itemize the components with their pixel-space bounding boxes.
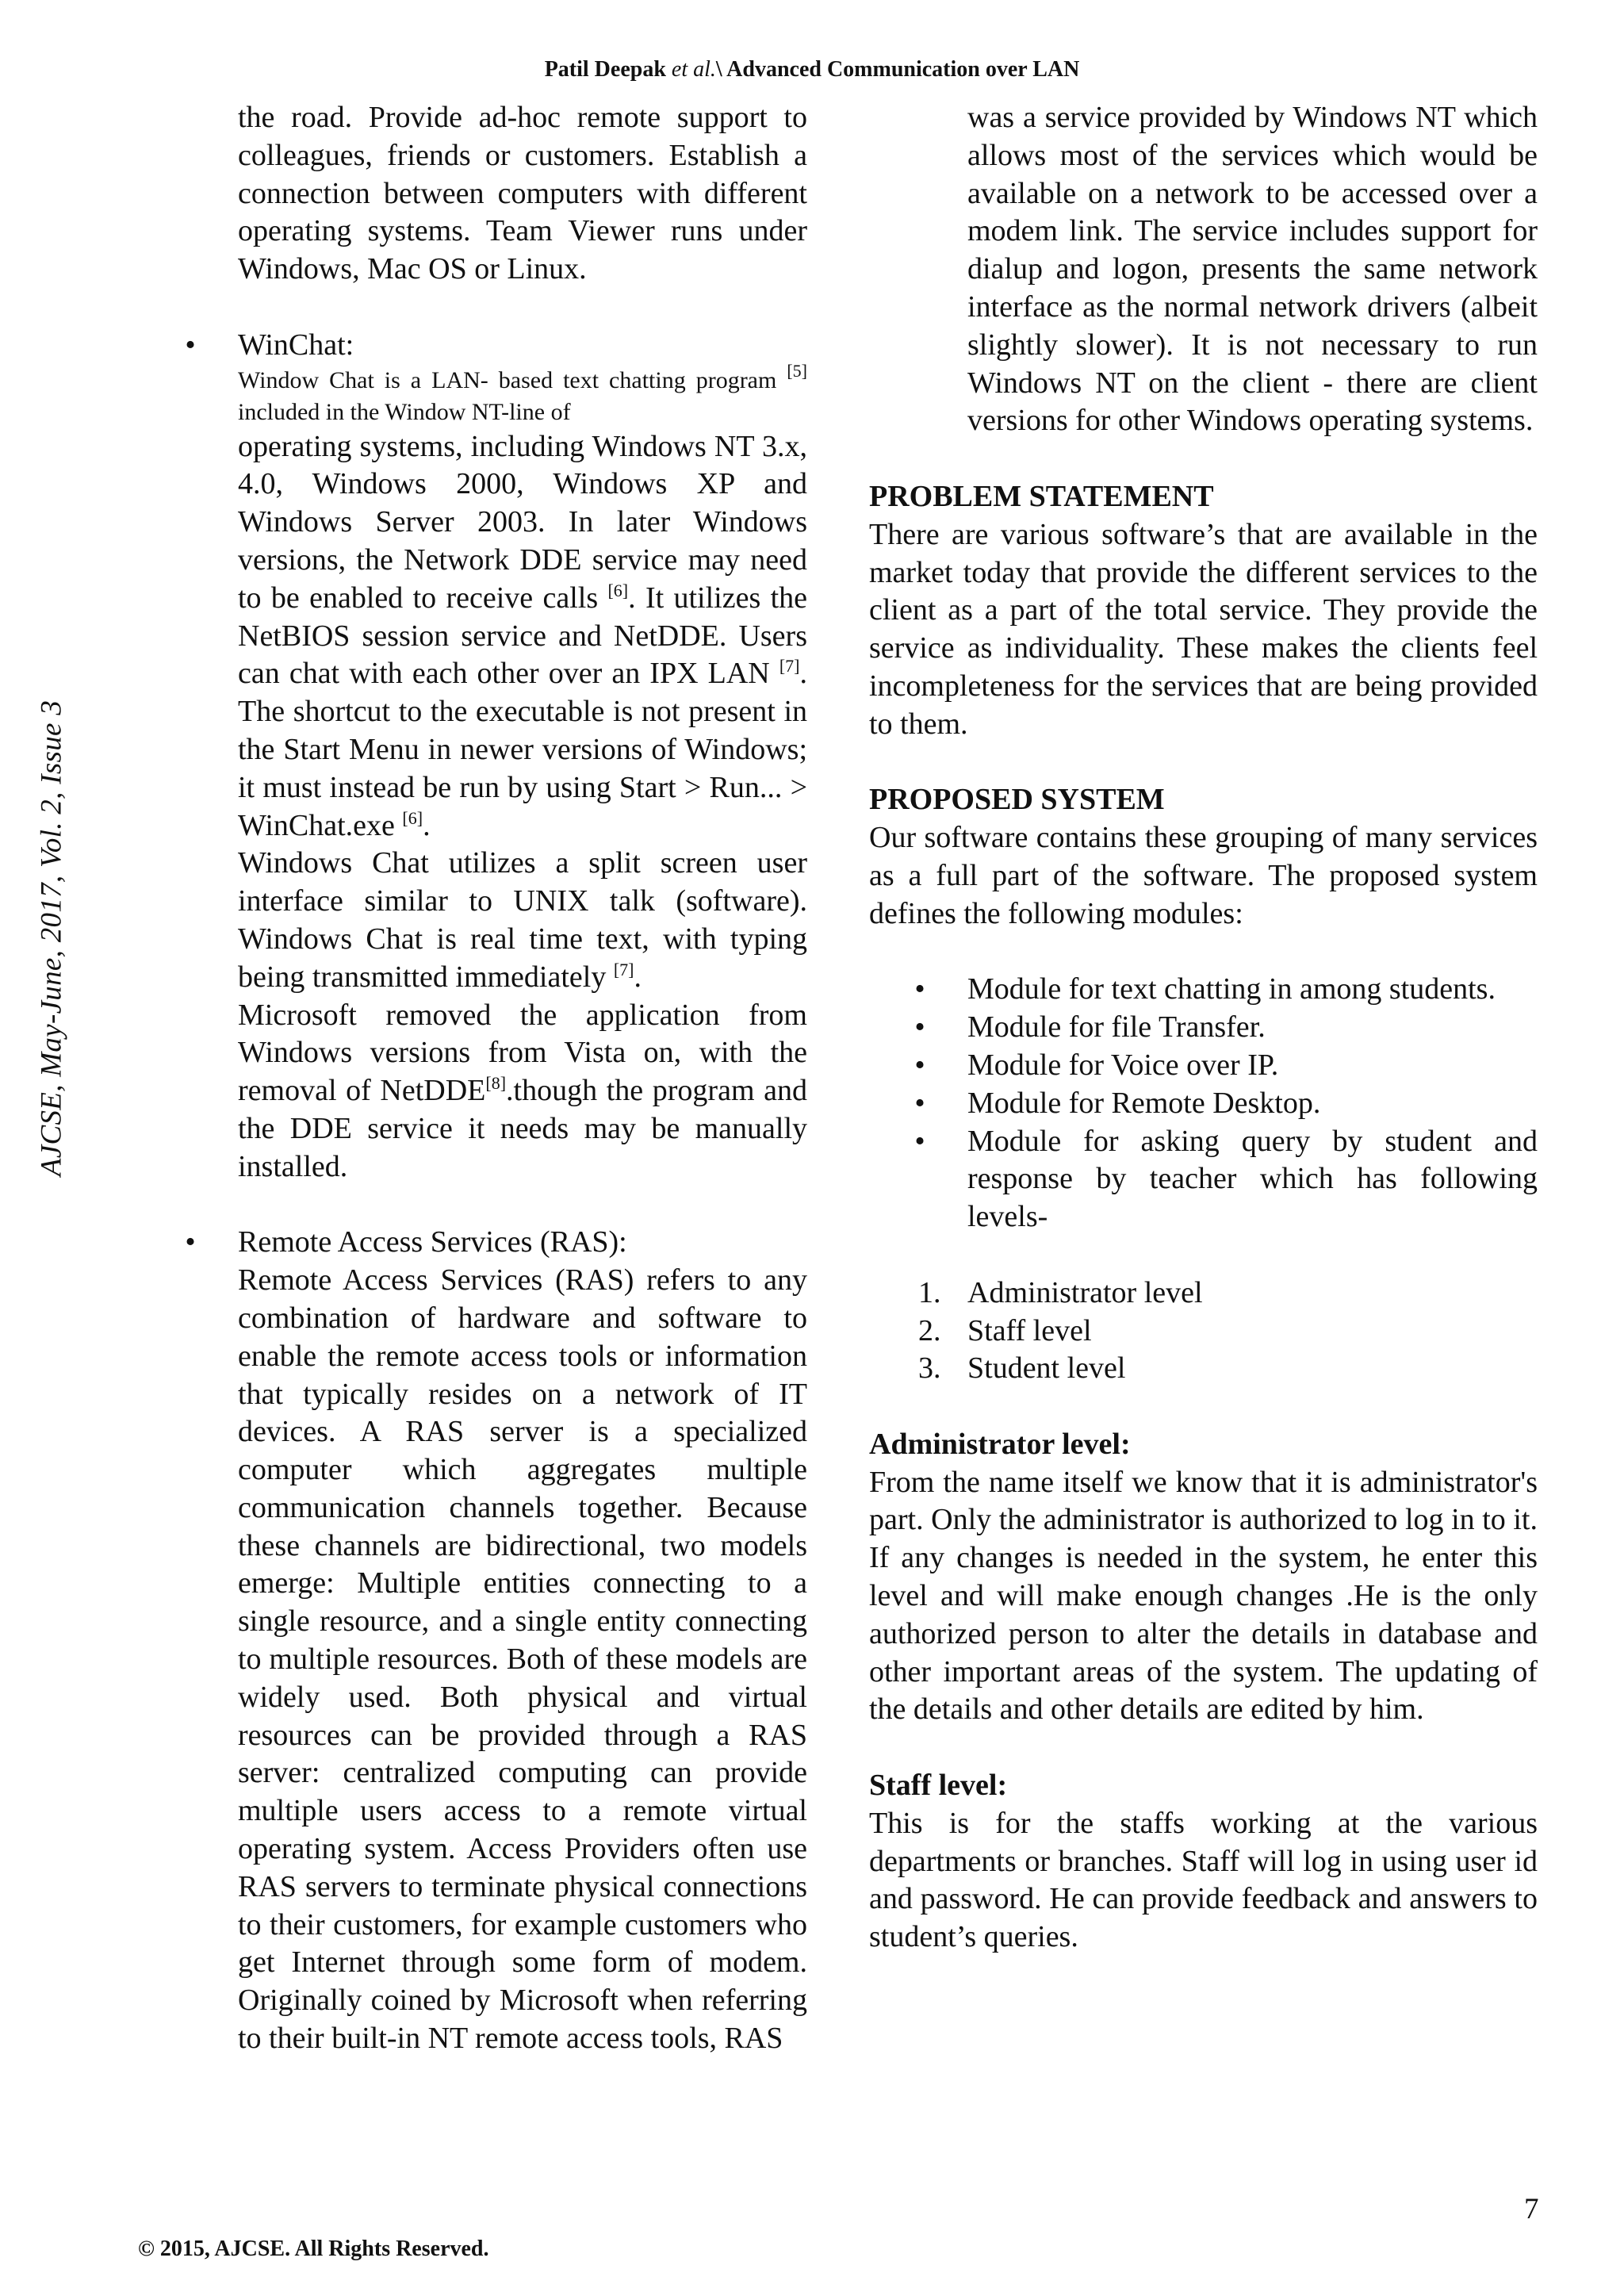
citation-5: [5] — [787, 360, 808, 381]
citation-7: [7] — [779, 656, 800, 677]
citation-8: [8] — [485, 1073, 507, 1094]
level-item: 1. Administrator level — [918, 1275, 1203, 1309]
admin-body: From the name itself we know that it is administrator's part. Only the administrator is authorized to log in to it. If any changes is needed in the system, he enter this level and will make enough changes .He is the only authorized person to alter the details in database and other important areas of the system. The updating of the details and other details are edited by him. — [869, 1465, 1538, 1727]
bullet-icon — [912, 1085, 928, 1123]
intro-paragraph: the road. Provide ad-hoc remote support to colleagues, friends or customers. Establish a connection between computers with different operating systems. Team Viewer runs under Windows, Mac OS or Linux. — [238, 101, 807, 286]
level-item: 2. Staff level — [918, 1313, 1092, 1347]
winchat-paragraph-2: Windows Chat utilizes a split screen user interface similar to UNIX talk (software). Windows Chat is real time text, with typing being transmitted immediately [7]. — [238, 846, 807, 994]
ras-title: Remote Access Services (RAS): — [238, 1225, 627, 1259]
proposed-body: Our software contains these grouping of many services as a full part of the software. The proposed system defines the following modules: — [869, 821, 1538, 930]
running-header — [0, 57, 1624, 82]
bullet-icon — [912, 1009, 928, 1047]
list-item: • Module for Voice over IP. — [967, 1047, 1538, 1085]
header-authors: Patil Deepak — [544, 57, 666, 82]
header-separator: \ — [715, 57, 722, 82]
left-column — [238, 99, 807, 2058]
problem-body: There are various software’s that are available in the market today that provide the different services to the client as a part of the total service. They provide the service as individuality. These makes the clients feel incompleteness for the services that are being provided to them. — [869, 517, 1538, 741]
winchat-title: WinChat: — [238, 328, 354, 362]
side-journal-text: AJCSE, May-June, 2017, Vol. 2, Issue 3 — [35, 700, 68, 1177]
bullet-icon — [912, 1047, 928, 1085]
staff-body: This is for the staffs working at the various departments or branches. Staff will log in using user id and password. He can provide feedback and answers to student’s queries. — [869, 1806, 1538, 1954]
winchat-small-intro: Window Chat is a LAN- based text chatting program [5] included in the Window NT-line of — [238, 360, 808, 425]
module-list — [869, 971, 1538, 1388]
bullet-icon — [912, 971, 928, 1009]
right-column — [869, 99, 1538, 1957]
bullet-icon — [182, 1224, 198, 1262]
level-item: 3. Student level — [918, 1351, 1126, 1386]
bullet-icon — [182, 327, 198, 365]
header-et-al: et al. — [671, 57, 716, 82]
winchat-paragraph-1: operating systems, including Windows NT 3.x, 4.0, Windows 2000, Windows XP and Windows Server 2003. In later Windows versions, the Network DDE service may need to be enabled to receive calls [6]. It utilizes the NetBIOS session service and NetDDE. Users can chat with each other over an IPX LAN [7]. The shortcut to the executable is not present in the Start Menu in newer versions of Windows; it must instead be run by using Start > Run... > WinChat.exe [6]. — [238, 429, 808, 842]
proposed-heading: PROPOSED SYSTEM — [869, 783, 1165, 817]
citation-6: [6] — [607, 580, 629, 600]
bullet-icon — [912, 1123, 928, 1161]
winchat-paragraph-3: Microsoft removed the application from Windows versions from Vista on, with the removal of NetDDE[8].though the program and the DDE service it needs may be manually installed. — [238, 998, 807, 1183]
ras-section — [238, 1224, 807, 2058]
problem-heading: PROBLEM STATEMENT — [869, 479, 1214, 513]
ras-continuation: was a service provided by Windows NT which allows most of the services which would be available on a network to be accessed over a modem link. The service includes support for dialup and logon, presents the same network interface as the normal network drivers (albeit slightly slower). It is not necessary to run Windows NT on the client - there are client versions for other Windows operating systems. — [967, 101, 1538, 438]
page-number: 7 — [1524, 2193, 1539, 2225]
citation-7b: [7] — [613, 959, 634, 979]
list-item: • Module for text chatting in among students. — [967, 971, 1538, 1009]
citation-6b: [6] — [402, 807, 423, 828]
winchat-section — [238, 327, 807, 1186]
ras-body: Remote Access Services (RAS) refers to any combination of hardware and software to enable the remote access tools or information that typically resides on a network of IT devices. A RAS server is a specialized computer which aggregates multiple communication channels together. Because these channels are bidirectional, two models emerge: Multiple entities connecting to a single resource, and a single entity connecting to multiple resources. Both of these models are widely used. Both physical and virtual resources can be provided through a RAS server: centralized computing can provide multiple users access to a remote virtual operating system. Access Providers often use RAS servers to terminate physical connections to their customers, for example customers who get Internet through some form of modem. Originally coined by Microsoft when referring to their built-in NT remote access tools, RAS — [238, 1263, 807, 2056]
header-title: Advanced Communication over LAN — [726, 57, 1080, 82]
copyright-footer: © 2015, AJCSE. All Rights Reserved. — [138, 2237, 489, 2261]
admin-heading: Administrator level: — [869, 1427, 1131, 1461]
list-item: • Module for file Transfer. — [967, 1009, 1538, 1047]
list-item: • Module for asking query by student and response by teacher which has following levels- — [967, 1123, 1538, 1236]
list-item: • Module for Remote Desktop. — [967, 1085, 1538, 1123]
staff-heading: Staff level: — [869, 1769, 1008, 1803]
